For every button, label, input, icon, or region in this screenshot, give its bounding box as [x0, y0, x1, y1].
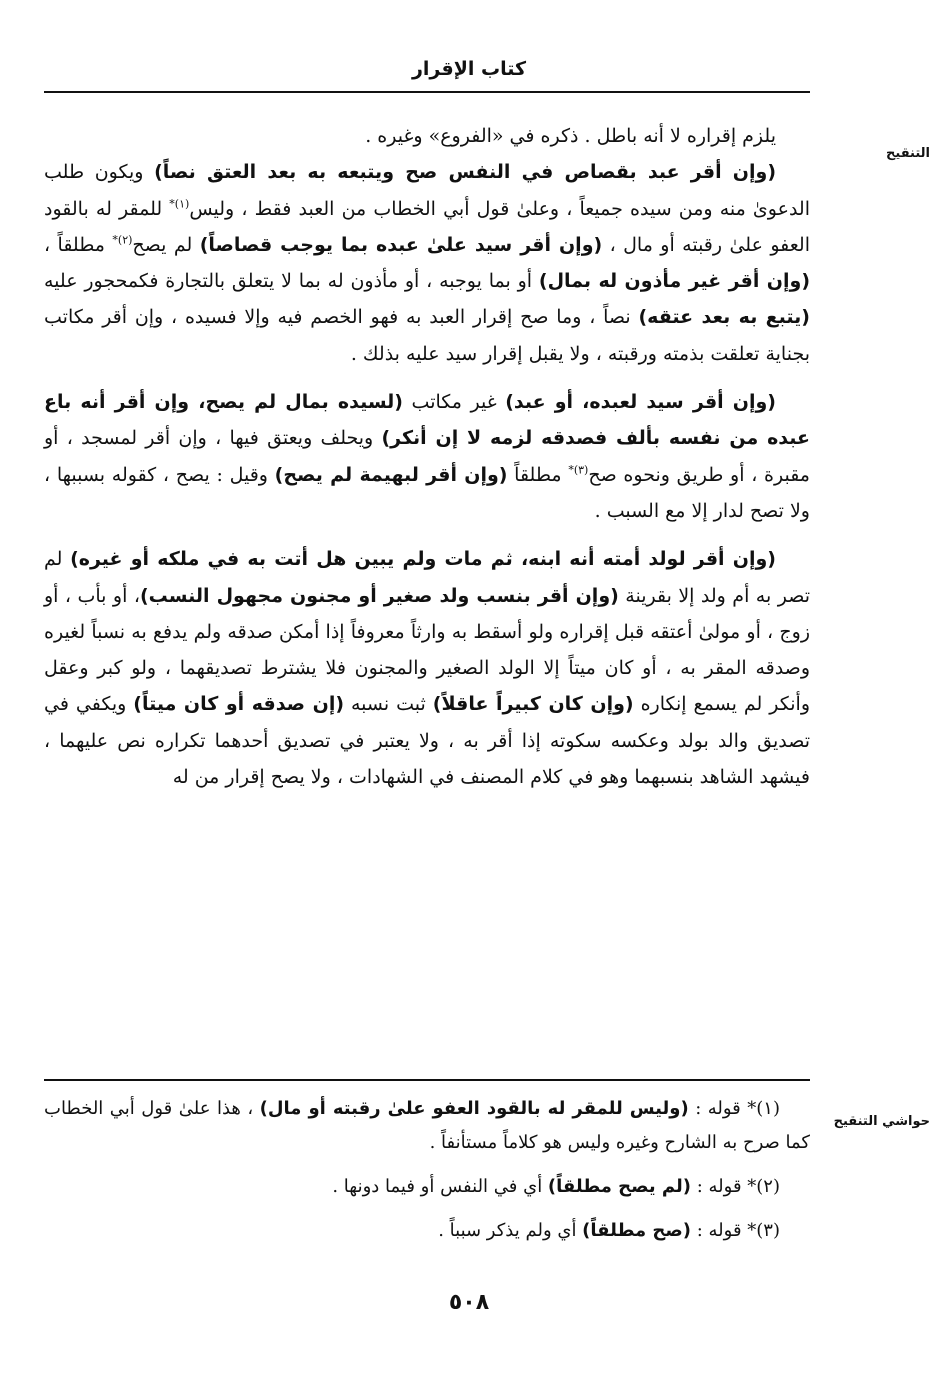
footnote-marker: (١)* — [169, 197, 190, 211]
matn-text: (وإن أقر لولد أمته أنه ابنه، ثم مات ولم يبين هل أتت به في ملكه أو غيره) — [70, 548, 776, 571]
sharh-text: لم يصح — [132, 233, 200, 256]
running-header: كتاب الإقرار — [411, 58, 527, 80]
matn-text: (إن صدقه أو كان ميتاً) — [133, 693, 345, 716]
matn-text: (يتبع به بعد عتقه) — [638, 306, 810, 329]
matn-text: (وإن أقر غير مأذون له بمال) — [538, 270, 810, 293]
sharh-text: ثبت نسبه — [344, 693, 433, 716]
main-text — [44, 118, 810, 795]
paragraph-1 — [44, 118, 810, 154]
matn-text: (وليس للمقر له بالقود العفو علىٰ رقبته أو مال) — [259, 1098, 689, 1119]
sharh-text: أي في النفس أو فيما دونها . — [332, 1176, 548, 1197]
header-rule — [44, 91, 810, 93]
page-number: ٥٠٨ — [448, 1290, 490, 1315]
matn-text: (لم يصح مطلقاً) — [547, 1176, 691, 1197]
sharh-text: ويكفي في تصديق والد بولد وعكسه سكوته إذا أقر به ، ولا يعتبر في تصديق أحدهما تكراره نص عليهما ، فيشهد الشاهد بنسبهما وهو في كلام المصنف في الشهادات ، ولا يصح إقرار من له — [44, 693, 810, 789]
sharh-text: ويكون طلب الدعوىٰ منه ومن سيده جميعاً ، وعلىٰ قول أبي الخطاب من العبد فقط ، وليس — [44, 161, 810, 220]
sharh-text: مطلقاً — [507, 463, 569, 486]
matn-text: (وإن أقر سيد علىٰ عبده بما يوجب قصاصاً) — [199, 233, 603, 256]
footnote-marker: (٣)* — [568, 463, 589, 477]
sharh-text: مطلقاً ، — [44, 233, 113, 256]
matn-text: (وإن أقر لبهيمة لم يصح) — [274, 463, 508, 486]
matn-text: (لسيده بمال لم يصح، وإن أقر أنه باع عبده من نفسه بألف فصدقه لزمه لا إن أنكر) — [44, 391, 810, 450]
footnote-2 — [44, 1170, 810, 1204]
footnote-marker: (٢)* — [112, 233, 133, 247]
paragraph-2 — [44, 154, 810, 372]
margin-label-tanqih: التنقيح — [886, 146, 930, 161]
footnote-1 — [44, 1092, 810, 1160]
footnotes — [44, 1092, 810, 1258]
matn-text: (صح مطلقاً) — [582, 1220, 691, 1241]
footnote-rule — [44, 1079, 810, 1081]
sharh-text: نصاً ، وما صح إقرار العبد به فهو الخصم فيه وإلا فسيده ، وإن أقر مكاتب بجناية تعلقت بذمته ورقبته ، ولا يقبل إقرار سيد عليه بذلك . — [44, 306, 810, 365]
sharh-text: (١)* قوله : — [688, 1098, 780, 1119]
matn-text: (وإن أقر عبد بقصاص في النفس صح ويتبعه به بعد العتق نصاً) — [154, 161, 777, 184]
sharh-text: وقيل : يصح ، كقوله بسببها ، ولا تصح لدار إلا مع السبب . — [44, 463, 810, 522]
sharh-text: ، هذا علىٰ قول أبي الخطاب كما صرح به الشارح وغيره وليس هو كلاماً مستأنفاً . — [44, 1098, 810, 1153]
sharh-text: أي ولم يذكر سبباً . — [438, 1220, 583, 1241]
paragraph-3 — [44, 384, 810, 529]
sharh-text: غير مكاتب — [403, 391, 506, 414]
footnote-3 — [44, 1214, 810, 1248]
sharh-text: (٢)* قوله : — [691, 1176, 780, 1197]
matn-text: (وإن كان كبيراً عاقلاً) — [432, 693, 634, 716]
margin-label-hawashi: حواشي التنقيح — [833, 1114, 930, 1129]
sharh-text: ، أو بأب ، أو زوج ، أو مولىٰ أعتقه قبل إقراره ولو أسقط به وارثاً معروفاً إذا أمكن صدقه ولم يدفع به نسباً لغيره وصدقه المقر به ، أو كان ميتاً إلا الولد الصغير والمجنون فلا يشترط تصديقهما ، ولو كبر وعقل وأنكر لم يسمع إنكاره — [44, 584, 810, 716]
matn-text: (وإن أقر سيد لعبده، أو عبد) — [505, 391, 776, 414]
matn-text: (وإن أقر بنسب ولد صغير أو مجنون مجهول النسب) — [140, 584, 619, 607]
sharh-text: أو بما يوجبه ، أو مأذون له بما لا يتعلق بالتجارة فكمحجور عليه — [44, 270, 539, 293]
sharh-text: للمقر له بالقود العفو علىٰ رقبته أو مال ، — [44, 197, 811, 256]
sharh-text: لم تصر به أم ولد إلا بقرينة — [44, 548, 810, 607]
sharh-text: (٣)* قوله : — [691, 1220, 780, 1241]
paragraph-4 — [44, 541, 810, 795]
sharh-text: ويحلف ويعتق فيها ، وإن أقر لمسجد ، أو مقبرة ، أو طريق ونحوه صح — [44, 427, 810, 486]
sharh-text: يلزم إقراره لا أنه باطل . ذكره في «الفروع» وغيره . — [365, 125, 776, 147]
